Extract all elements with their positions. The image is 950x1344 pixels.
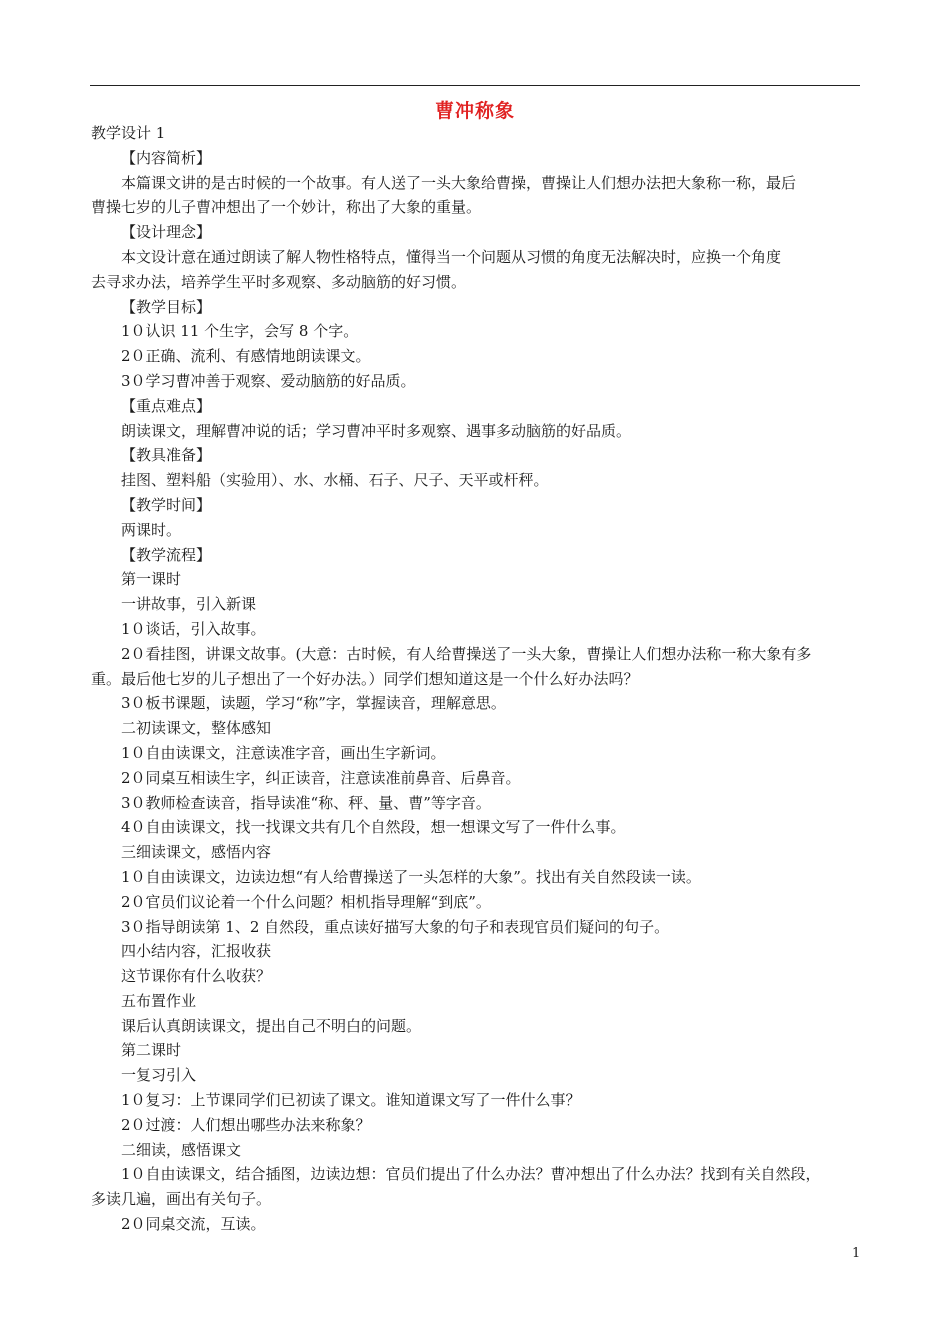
text-line: 2０同桌交流，互读。	[121, 1215, 266, 1234]
text-line: 1０自由读课文，注意读准字音，画出生字新词。	[121, 743, 446, 762]
text-line: 3０指导朗读第 1、2 自然段，重点读好描写大象的句子和表现官员们疑问的句子。	[121, 917, 670, 936]
text-line: 1０复习：上节课同学们已初读了课文。谁知道课文写了一件什么事？	[121, 1091, 581, 1110]
text-line: 2０看挂图，讲课文故事。(大意：古时候，有人给曹操送了一头大象，曹操让人们想办法称一称大象有多	[121, 644, 812, 663]
text-line: 4０自由读课文，找一找课文共有几个自然段，想一想课文写了一件什么事。	[121, 818, 626, 837]
text-line: 【教学时间】	[121, 495, 212, 514]
text-line: 这节课你有什么收获？	[121, 967, 272, 986]
text-line: 两课时。	[121, 520, 182, 539]
text-line: 1０自由读课文，结合插图，边读边想：官员们提出了什么办法？曹冲想出了什么办法？找到有关自然段，	[121, 1165, 821, 1184]
text-line: 去寻求办法，培养学生平时多观察、多动脑筋的好习惯。	[91, 272, 467, 291]
text-line: 重。最后他七岁的儿子想出了一个好办法。）同学们想知道这是一个什么好办法吗？	[91, 669, 639, 688]
text-line: 朗读课文，理解曹冲说的话；学习曹冲平时多观察、遇事多动脑筋的好品质。	[121, 421, 632, 440]
text-line: 3０教师检查读音，指导读准“称、秤、量、曹”等字音。	[121, 793, 491, 812]
text-line: 2０官员们议论着一个什么问题？相机指导理解“到底”。	[121, 892, 491, 911]
text-line: 曹操七岁的儿子曹冲想出了一个妙计，称出了大象的重量。	[91, 198, 482, 217]
text-line: 1０认识 11 个生字，会写 8 个字。	[121, 322, 359, 341]
page-number: 1	[852, 1246, 861, 1261]
text-line: 3０板书课题，读题，学习“称”字，掌握读音，理解意思。	[121, 694, 506, 713]
text-line: 本文设计意在通过朗读了解人物性格特点，懂得当一个问题从习惯的角度无法解决时，应换一个角度	[121, 247, 782, 266]
text-line: 【重点难点】	[121, 396, 212, 415]
text-line: 1０自由读课文，边读边想“有人给曹操送了一头怎样的大象”。找出有关自然段读一读。	[121, 867, 701, 886]
document-body	[91, 121, 861, 1237]
text-line: 第一课时	[121, 570, 182, 589]
text-line: 1０谈话，引入故事。	[121, 619, 266, 638]
text-line: 五布置作业	[121, 991, 197, 1010]
text-line: 挂图、塑料船（实验用）、水、水桶、石子、尺子、天平或杆秤。	[121, 471, 549, 490]
text-line: 多读几遍，画出有关句子。	[91, 1190, 272, 1209]
text-line: 一讲故事，引入新课	[121, 595, 257, 614]
text-line: 2０正确、流利、有感情地朗读课文。	[121, 347, 371, 366]
text-line: 本篇课文讲的是古时候的一个故事。有人送了一头大象给曹操，曹操让人们想办法把大象称一称，最后	[121, 173, 797, 192]
text-line: 第二课时	[121, 1041, 182, 1060]
text-line: 2０同桌互相读生字，纠正读音，注意读准前鼻音、后鼻音。	[121, 768, 521, 787]
text-line: 一复习引入	[121, 1066, 197, 1085]
text-line: 教学设计 1	[91, 124, 166, 142]
text-line: 三细读课文，感悟内容	[121, 843, 272, 862]
text-line: 2０过渡：人们想出哪些办法来称象？	[121, 1115, 371, 1134]
text-line: 【教具准备】	[121, 446, 212, 465]
text-line: 四小结内容，汇报收获	[121, 942, 272, 961]
header-rule	[90, 85, 860, 86]
page-title: 曹冲称象	[434, 100, 515, 122]
text-line: 3０学习曹冲善于观察、爱动脑筋的好品质。	[121, 371, 416, 390]
text-line: 【内容简析】	[121, 148, 212, 167]
text-line: 二初读课文，整体感知	[121, 719, 272, 738]
text-line: 二细读，感悟课文	[121, 1140, 242, 1159]
text-line: 【教学目标】	[121, 297, 212, 316]
text-line: 【教学流程】	[121, 545, 212, 564]
text-line: 【设计理念】	[121, 223, 212, 242]
text-line: 课后认真朗读课文，提出自己不明白的问题。	[121, 1016, 422, 1035]
